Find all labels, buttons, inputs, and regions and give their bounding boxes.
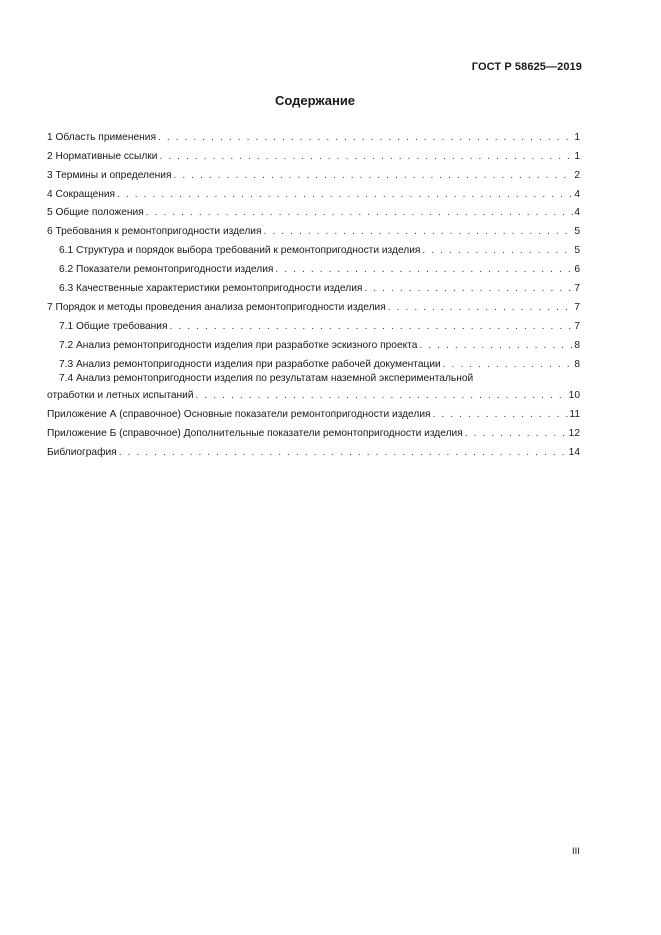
toc-entry-page: 6 bbox=[574, 264, 580, 276]
toc-entry-6[interactable] bbox=[47, 218, 580, 237]
toc-entry-page: 5 bbox=[574, 226, 580, 238]
toc-leader-dots bbox=[146, 207, 574, 218]
toc-entry-page: 14 bbox=[568, 447, 580, 459]
toc-entry-7-3[interactable] bbox=[47, 351, 580, 370]
toc-entry-7-2[interactable] bbox=[47, 332, 580, 351]
toc-entry-6-1[interactable] bbox=[47, 237, 580, 256]
toc-entry-page: 8 bbox=[574, 339, 580, 351]
toc-entry-page: 10 bbox=[568, 389, 580, 401]
table-of-contents bbox=[47, 124, 580, 458]
toc-entry-3[interactable] bbox=[47, 162, 580, 181]
toc-entry-text-line2: отработки и летных испытаний bbox=[47, 389, 194, 401]
toc-entry-text: 7 Порядок и методы проведения анализа ремонтопригодности изделия bbox=[47, 301, 386, 313]
toc-entry-text: 7.1 Общие требования bbox=[59, 320, 168, 332]
toc-leader-dots bbox=[388, 302, 574, 313]
toc-entry-text: 7.3 Анализ ремонтопригодности изделия при разработке рабочей документации bbox=[59, 358, 441, 370]
toc-leader-dots bbox=[433, 409, 569, 420]
toc-title: Содержание bbox=[274, 93, 356, 108]
toc-leader-dots bbox=[419, 340, 573, 351]
toc-entry-text: Библиография bbox=[47, 447, 117, 459]
toc-entry-page: 7 bbox=[574, 301, 580, 313]
toc-entry-text: 3 Термины и определения bbox=[47, 169, 172, 181]
toc-entry-1[interactable] bbox=[47, 124, 580, 143]
toc-entry-appendix-a[interactable] bbox=[47, 402, 580, 421]
toc-entry-text: 7.2 Анализ ремонтопригодности изделия при разработке эскизного проекта bbox=[59, 339, 418, 351]
toc-entry-text: 6.2 Показатели ремонтопригодности изделия bbox=[59, 264, 274, 276]
toc-leader-dots bbox=[443, 359, 574, 370]
toc-leader-dots bbox=[465, 428, 568, 439]
toc-entry-6-3[interactable] bbox=[47, 275, 580, 294]
toc-entry-text: 6 Требования к ремонтопригодности изделия bbox=[47, 226, 262, 238]
toc-leader-dots bbox=[158, 132, 573, 143]
toc-entry-text: 5 Общие положения bbox=[47, 207, 144, 219]
toc-leader-dots bbox=[364, 283, 573, 294]
toc-entry-page: 4 bbox=[574, 207, 580, 219]
toc-entry-page: 7 bbox=[574, 320, 580, 332]
toc-entry-page: 5 bbox=[574, 245, 580, 257]
toc-leader-dots bbox=[422, 245, 573, 256]
toc-entry-text: 4 Сокращения bbox=[47, 188, 116, 200]
toc-entry-page: 1 bbox=[574, 131, 580, 143]
toc-entry-page: 7 bbox=[574, 283, 580, 295]
toc-leader-dots bbox=[119, 447, 568, 458]
toc-entry-2[interactable] bbox=[47, 143, 580, 162]
toc-entry-5[interactable] bbox=[47, 200, 580, 219]
toc-leader-dots bbox=[196, 390, 568, 401]
toc-entry-text: 1 Область применения bbox=[47, 131, 156, 143]
document-code: ГОСТ Р 58625—2019 bbox=[471, 61, 582, 73]
toc-entry-page: 4 bbox=[574, 188, 580, 200]
toc-entry-text: Приложение Б (справочное) Дополнительные показатели ремонтопригодности изделия bbox=[47, 428, 463, 440]
toc-entry-page: 8 bbox=[574, 358, 580, 370]
toc-entry-7[interactable] bbox=[47, 294, 580, 313]
toc-entry-text: 6.1 Структура и порядок выбора требований к ремонтопригодности изделия bbox=[59, 245, 421, 257]
toc-entry-7-4[interactable] bbox=[47, 372, 580, 401]
toc-leader-dots bbox=[264, 226, 574, 237]
toc-entry-page: 11 bbox=[569, 409, 580, 421]
toc-entry-7-1[interactable] bbox=[47, 313, 580, 332]
toc-entry-bibliography[interactable] bbox=[47, 439, 580, 458]
toc-entry-page: 12 bbox=[568, 428, 580, 440]
toc-leader-dots bbox=[173, 170, 573, 181]
toc-entry-text: 2 Нормативные ссылки bbox=[47, 150, 158, 162]
toc-entry-6-2[interactable] bbox=[47, 256, 580, 275]
toc-entry-appendix-b[interactable] bbox=[47, 420, 580, 439]
toc-entry-text: 6.3 Качественные характеристики ремонтопригодности изделия bbox=[59, 283, 363, 295]
toc-leader-dots bbox=[170, 321, 574, 332]
toc-entry-text: Приложение А (справочное) Основные показатели ремонтопригодности изделия bbox=[47, 409, 431, 421]
toc-leader-dots bbox=[159, 151, 573, 162]
toc-entry-page: 1 bbox=[574, 150, 580, 162]
toc-entry-text-line1: 7.4 Анализ ремонтопригодности изделия по результатам наземной экспериментальной bbox=[59, 372, 474, 384]
toc-leader-dots bbox=[117, 189, 573, 200]
page-number: III bbox=[572, 846, 580, 857]
toc-leader-dots bbox=[275, 264, 573, 275]
toc-entry-page: 2 bbox=[574, 169, 580, 181]
toc-entry-4[interactable] bbox=[47, 181, 580, 200]
